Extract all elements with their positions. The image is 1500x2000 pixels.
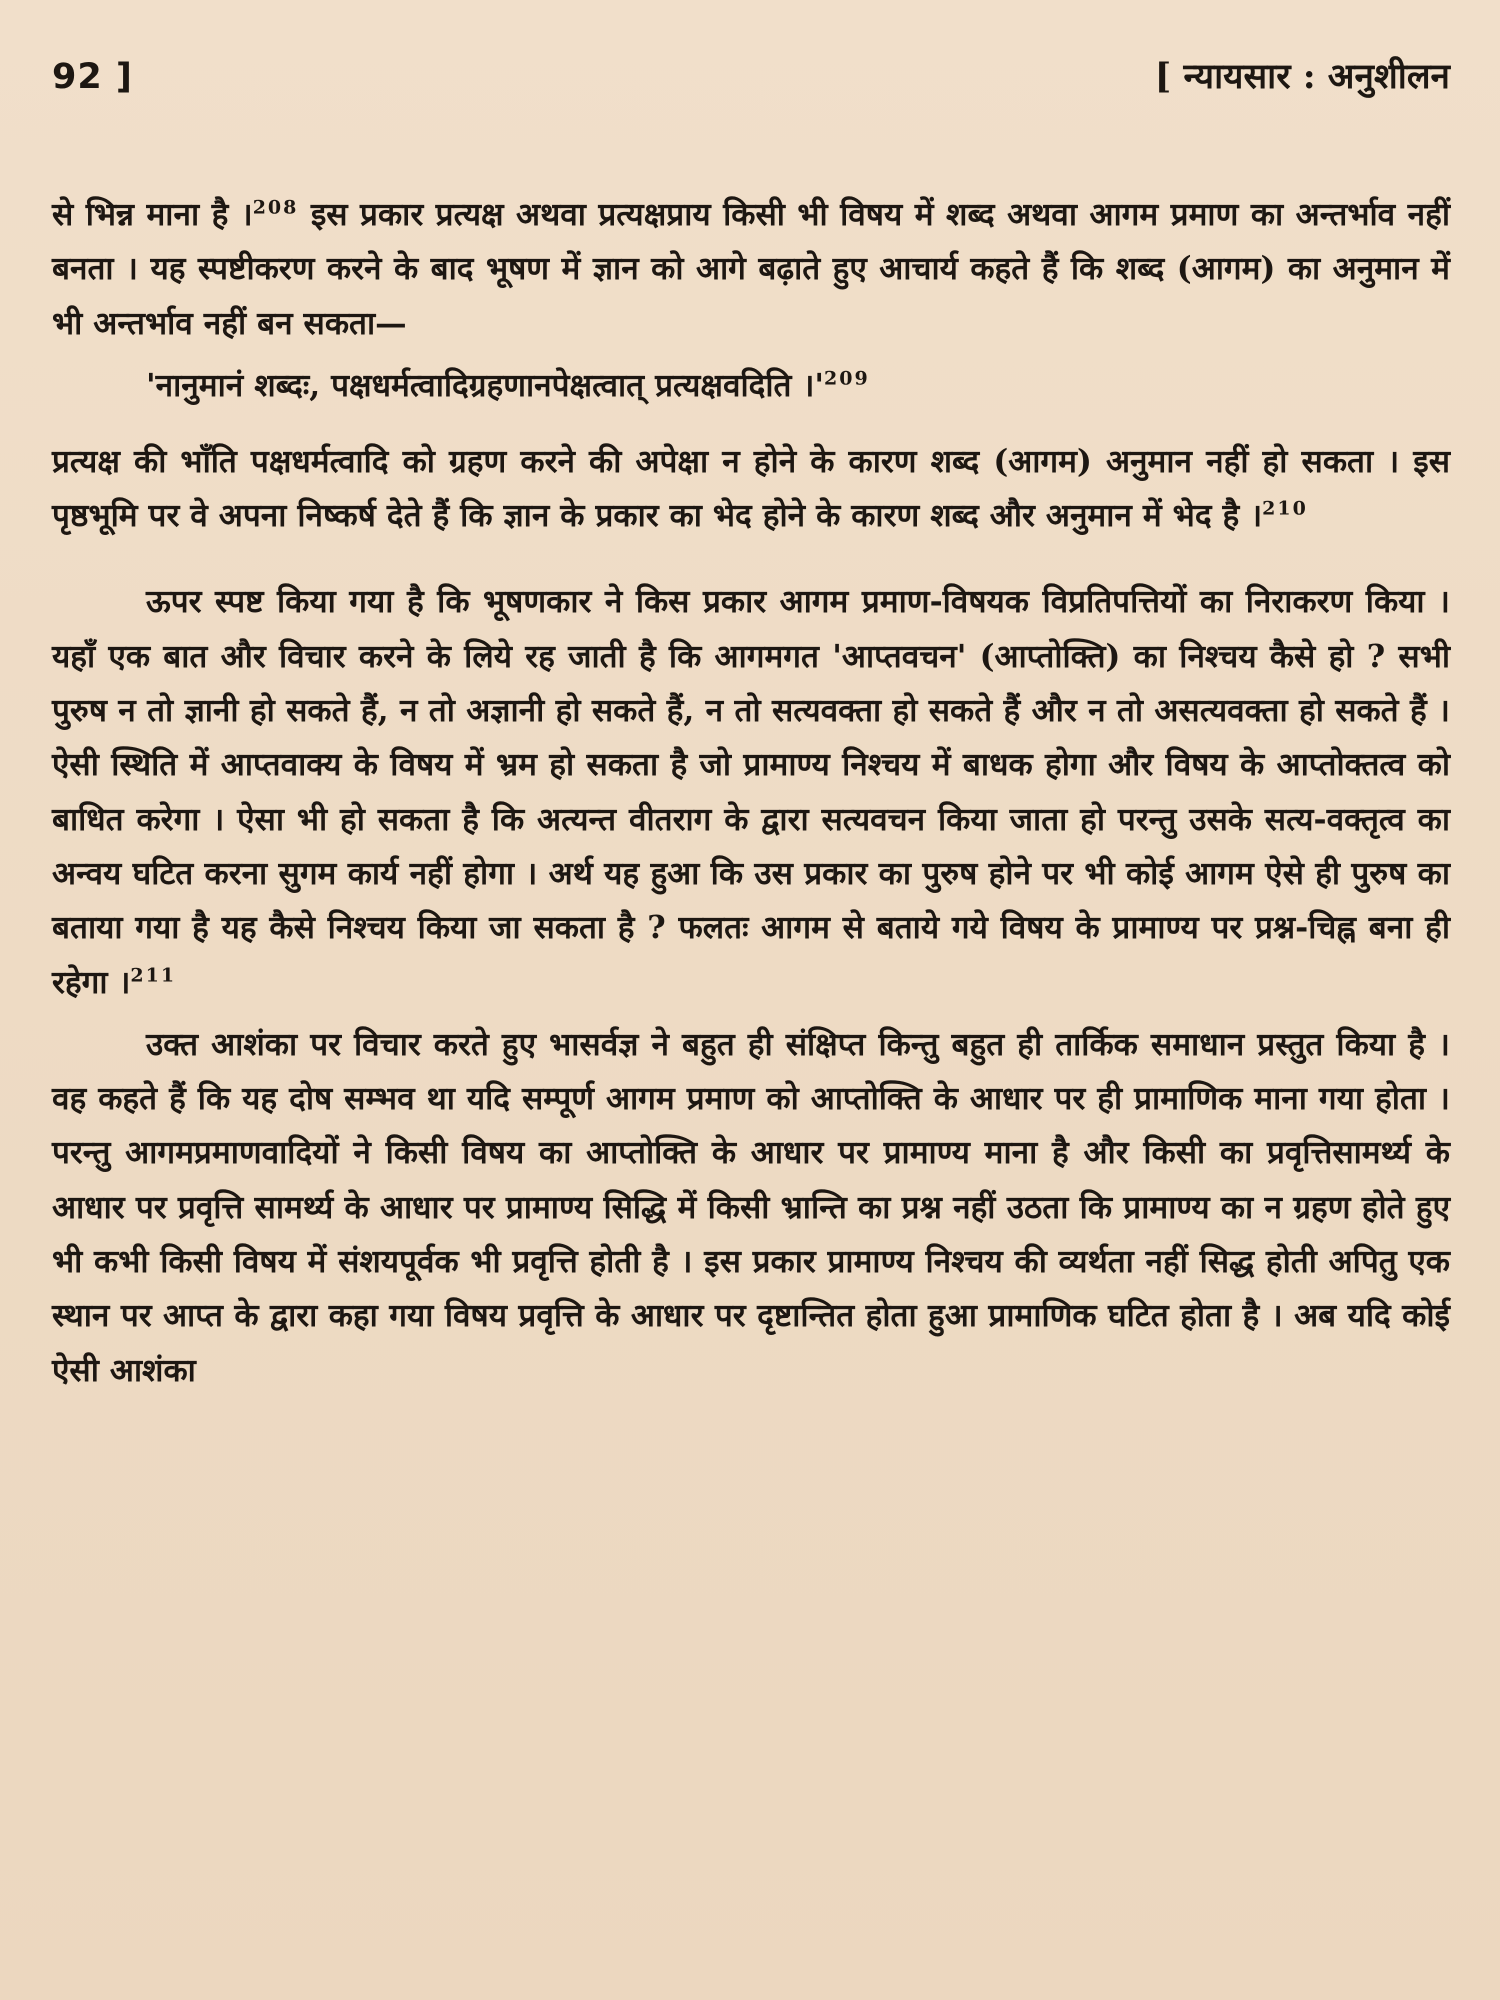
footnote-marker-209: 209 [824, 367, 870, 390]
page-body [52, 188, 1450, 1398]
footnote-marker-208: 208 [252, 196, 299, 219]
paragraph-4: उक्त आशंका पर विचार करते हुए भासर्वज्ञ ने बहुत ही संक्षिप्त किन्तु बहुत ही तार्किक समाधान प्रस्तुत किया है । वह कहते हैं कि यह दोष सम्भव था यदि सम्पूर्ण आगम प्रमाण को आप्तोक्ति के आधार पर ही प्रामाणिक माना गया होता । परन्तु आगमप्रमाणवादियों ने किसी विषय का आप्तोक्ति के आधार पर प्रामाण्य माना है और किसी का प्रवृत्तिसामर्थ्य के आधार पर प्रवृत्ति सामर्थ्य के आधार पर प्रामाण्य सिद्धि में किसी भ्रान्ति का प्रश्न नहीं उठता कि प्रामाण्य का न ग्रहण होते हुए भी कभी किसी विषय में संशयपूर्वक भी प्रवृत्ति होती है । इस प्रकार प्रामाण्य निश्चय की व्यर्थता नहीं सिद्ध होती अपितु एक स्थान पर आप्त के द्वारा कहा गया विषय प्रवृत्ति के आधार पर दृष्टान्तित होता हुआ प्रामाणिक घटित होता है । अब यदि कोई ऐसी आशंका [52, 1025, 1450, 1389]
footnote-marker-210: 210 [1262, 497, 1308, 520]
page-number: 92 ] [52, 57, 133, 97]
footnote-marker-211: 211 [130, 964, 177, 987]
page-header [52, 52, 1450, 122]
running-title: [ न्यायसार : अनुशीलन [1154, 56, 1450, 97]
paragraph-3: ऊपर स्पष्ट किया गया है कि भूषणकार ने किस प्रकार आगम प्रमाण-विषयक विप्रतिपत्तियों का निराकरण किया । यहाँ एक बात और विचार करने के लिये रह जाती है कि आगमगत 'आप्तवचन' (आप्तोक्ति) का निश्चय कैसे हो ? सभी पुरुष न तो ज्ञानी हो सकते हैं, न तो अज्ञानी हो सकते हैं, न तो सत्यवक्ता हो सकते हैं और न तो असत्यवक्ता हो सकते हैं । ऐसी स्थिति में आप्तवाक्य के विषय में भ्रम हो सकता है जो प्रामाण्य निश्चय में बाधक होगा और विषय के आप्तोक्तत्व को बाधित करेगा । ऐसा भी हो सकता है कि अत्यन्त वीतराग के द्वारा सत्यवचन किया जाता हो परन्तु उसके सत्य-वक्तृत्व का अन्वय घटित करना सुगम कार्य नहीं होगा । अर्थ यह हुआ कि उस प्रकार का पुरुष होने पर भी कोई आगम ऐसे ही पुरुष का बताया गया है यह कैसे निश्चय किया जा सकता है ? फलतः आगम से बताये गये विषय के प्रामाण्य पर प्रश्न-चिह्न बना ही रहेगा ।$^{211}$ [52, 583, 1450, 1001]
sanskrit-quote: 'नानुमानं शब्दः, पक्षधर्मत्वादिग्रहणानपेक्षत्वात् प्रत्यक्षवदिति ।'$^{209}$ [146, 366, 870, 404]
paragraph-1: से भिन्न माना है ।$^{208}$ इस प्रकार प्रत्यक्ष अथवा प्रत्यक्षप्राय किसी भी विषय में शब्द अथवा आगम प्रमाण का अन्तर्भाव नहीं बनता । यह स्पष्टीकरण करने के बाद भूषण में ज्ञान को आगे बढ़ाते हुए आचार्य कहते हैं कि शब्द (आगम) का अनुमान में भी अन्तर्भाव नहीं बन सकता— [52, 196, 1450, 342]
paragraph-2: प्रत्यक्ष की भाँति पक्षधर्मत्वादि को ग्रहण करने की अपेक्षा न होने के कारण शब्द (आगम) अनुमान नहीं हो सकता । इस पृष्ठभूमि पर वे अपना निष्कर्ष देते हैं कि ज्ञान के प्रकार का भेद होने के कारण शब्द और अनुमान में भेद है ।$^{210}$ [52, 442, 1450, 535]
